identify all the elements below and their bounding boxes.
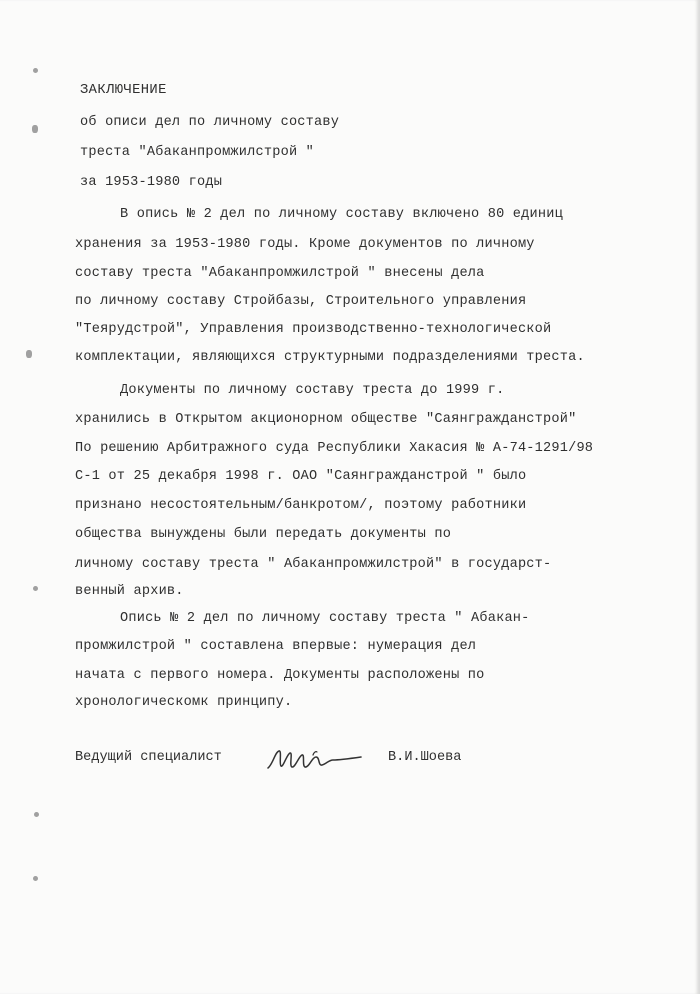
- document-title: ЗАКЛЮЧЕНИЕ: [80, 83, 167, 98]
- punch-hole-mark: [34, 812, 39, 817]
- paragraph-line: "Теярудстрой", Управления производственно-технологической: [75, 322, 552, 337]
- header-line: об описи дел по личному составу: [80, 115, 340, 130]
- paragraph-line: начата с первого номера. Документы расположены по: [75, 668, 485, 683]
- punch-hole-mark: [33, 68, 38, 73]
- signer-name: В.И.Шоева: [388, 750, 462, 765]
- paragraph-line: хранения за 1953-1980 годы. Кроме документов по личному: [75, 237, 535, 252]
- paragraph-line: венный архив.: [75, 584, 184, 599]
- paragraph-line: Опись № 2 дел по личному составу треста " Абакан-: [120, 611, 530, 626]
- paragraph-line: По решению Арбитражного суда Республики Хакасия № А-74-1291/98: [75, 441, 594, 456]
- header-line: за 1953-1980 годы: [80, 175, 223, 190]
- paragraph-line: личному составу треста " Абаканпромжилстрой" в государст-: [75, 557, 552, 572]
- paragraph-line: Документы по личному составу треста до 1999 г.: [120, 383, 505, 398]
- header-line: треста "Абаканпромжилстрой ": [80, 145, 315, 160]
- handwritten-signature-icon: [265, 742, 365, 778]
- punch-hole-mark: [26, 350, 32, 358]
- paragraph-line: комплектации, являющихся структурными подразделениями треста.: [75, 350, 585, 365]
- page-edge-shadow: [694, 0, 700, 994]
- signer-position: Ведущий специалист: [75, 750, 222, 765]
- signature-block: [75, 748, 495, 778]
- punch-hole-mark: [33, 876, 38, 881]
- paragraph-line: общества вынуждены были передать документы по: [75, 527, 452, 542]
- paragraph-line: по личному составу Стройбазы, Строительного управления: [75, 294, 527, 309]
- punch-hole-mark: [33, 586, 38, 591]
- paragraph-line: С-1 от 25 декабря 1998 г. ОАО "Саянгражданстрой " было: [75, 469, 527, 484]
- paragraph-line: В опись № 2 дел по личному составу включено 80 единиц: [120, 207, 563, 222]
- paragraph-line: промжилстрой " составлена впервые: нумерация дел: [75, 639, 477, 654]
- paragraph-line: хранились в Открытом акционорном обществе "Саянгражданстрой": [75, 412, 577, 427]
- paragraph-line: составу треста "Абаканпромжилстрой " внесены дела: [75, 266, 485, 281]
- paragraph-line: хронологическомк принципу.: [75, 695, 293, 710]
- paragraph-line: признано несостоятельным/банкротом/, поэтому работники: [75, 498, 527, 513]
- punch-hole-mark: [32, 125, 38, 133]
